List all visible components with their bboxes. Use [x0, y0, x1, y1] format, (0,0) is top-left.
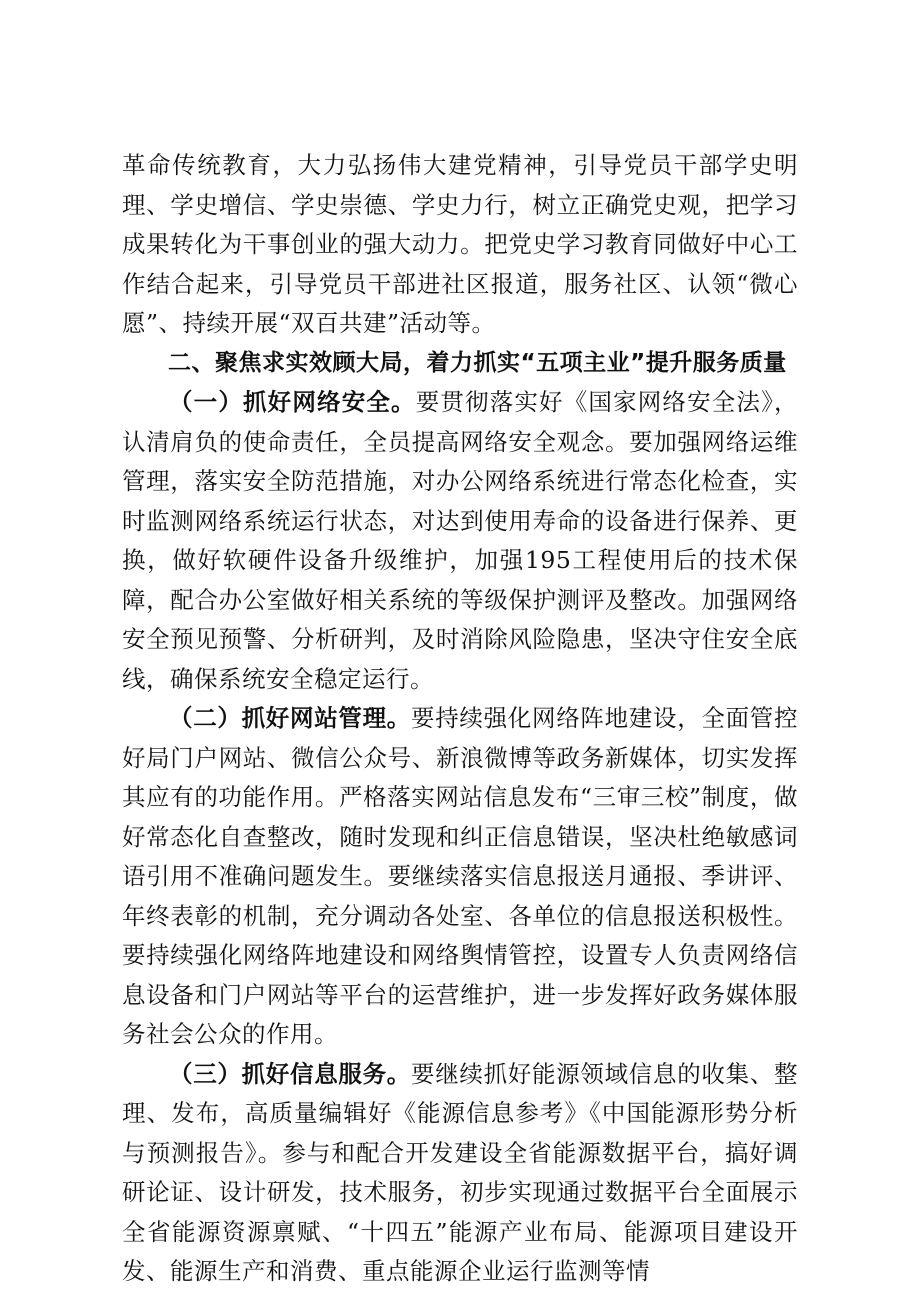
document-body [122, 146, 798, 1292]
subsection-title: （一）抓好网络安全。 [169, 388, 416, 416]
paragraph-information-service [122, 1055, 798, 1292]
paragraph-text: 要继续抓好能源领域信息的收集、整理、发布，高质量编辑好《能源信息参考》《中国能源形势分析与预测报告》。参与和配合开发建设全省能源数据平台，搞好调研论证、设计研发，技术服务，初步实现通过数据平台全面展示全省能源资源禀赋、“十四五”能源产业布局、能源项目建设开发、能源生产和消费、重点能源企业运行监测等情 [122, 1059, 798, 1285]
subsection-title: （三）抓好信息服务。 [169, 1059, 411, 1088]
paragraph-website-management [122, 699, 798, 1055]
paragraph-text: 要持续强化网络阵地建设，全面管控好局门户网站、微信公众号、新浪微博等政务新媒体，切实发挥其应有的功能作用。严格落实网站信息发布“三审三校”制度，做好常态化自查整改，随时发现和纠正信息错误，坚决杜绝敏感词语引用不准确问题发生。要继续落实信息报送月通报、季讲评、年终表彰的机制，充分调动各处室、各单位的信息报送积极性。要持续强化网络阵地建设和网络舆情管控，设置专人负责网络信息设备和门户网站等平台的运营维护，进一步发挥好政务媒体服务社会公众的作用。 [122, 704, 798, 1048]
section-heading: 二、聚焦求实效顾大局，着力抓实“五项主业”提升服务质量 [168, 349, 787, 376]
paragraph-continuation: 革命传统教育，大力弘扬伟大建党精神，引导党员干部学史明理、学史增信、学史崇德、学史力行，树立正确党史观，把学习成果转化为干事创业的强大动力。把党史学习教育同做好中心工作结合起来，引导党员干部进社区报道，服务社区、认领“微心愿”、持续开展“双百共建”活动等。 [122, 151, 798, 337]
paragraph-network-security [122, 383, 798, 699]
subsection-title: （二）抓好网站管理。 [169, 704, 411, 732]
paragraph-text: 要贯彻落实好《国家网络安全法》，认清肩负的使命责任，全员提高网络安全观念。要加强网络运维管理，落实安全防范措施，对办公网络系统进行常态化检查，实时监测网络系统运行状态，对达到使用寿命的设备进行保养、更换，做好软硬件设备升级维护，加强195工程使用后的技术保障，配合办公室做好相关系统的等级保护测评及整改。加强网络安全预见预警、分析研判，及时消除风险隐患，坚决守住安全底线，确保系统安全稳定运行。 [122, 388, 799, 693]
